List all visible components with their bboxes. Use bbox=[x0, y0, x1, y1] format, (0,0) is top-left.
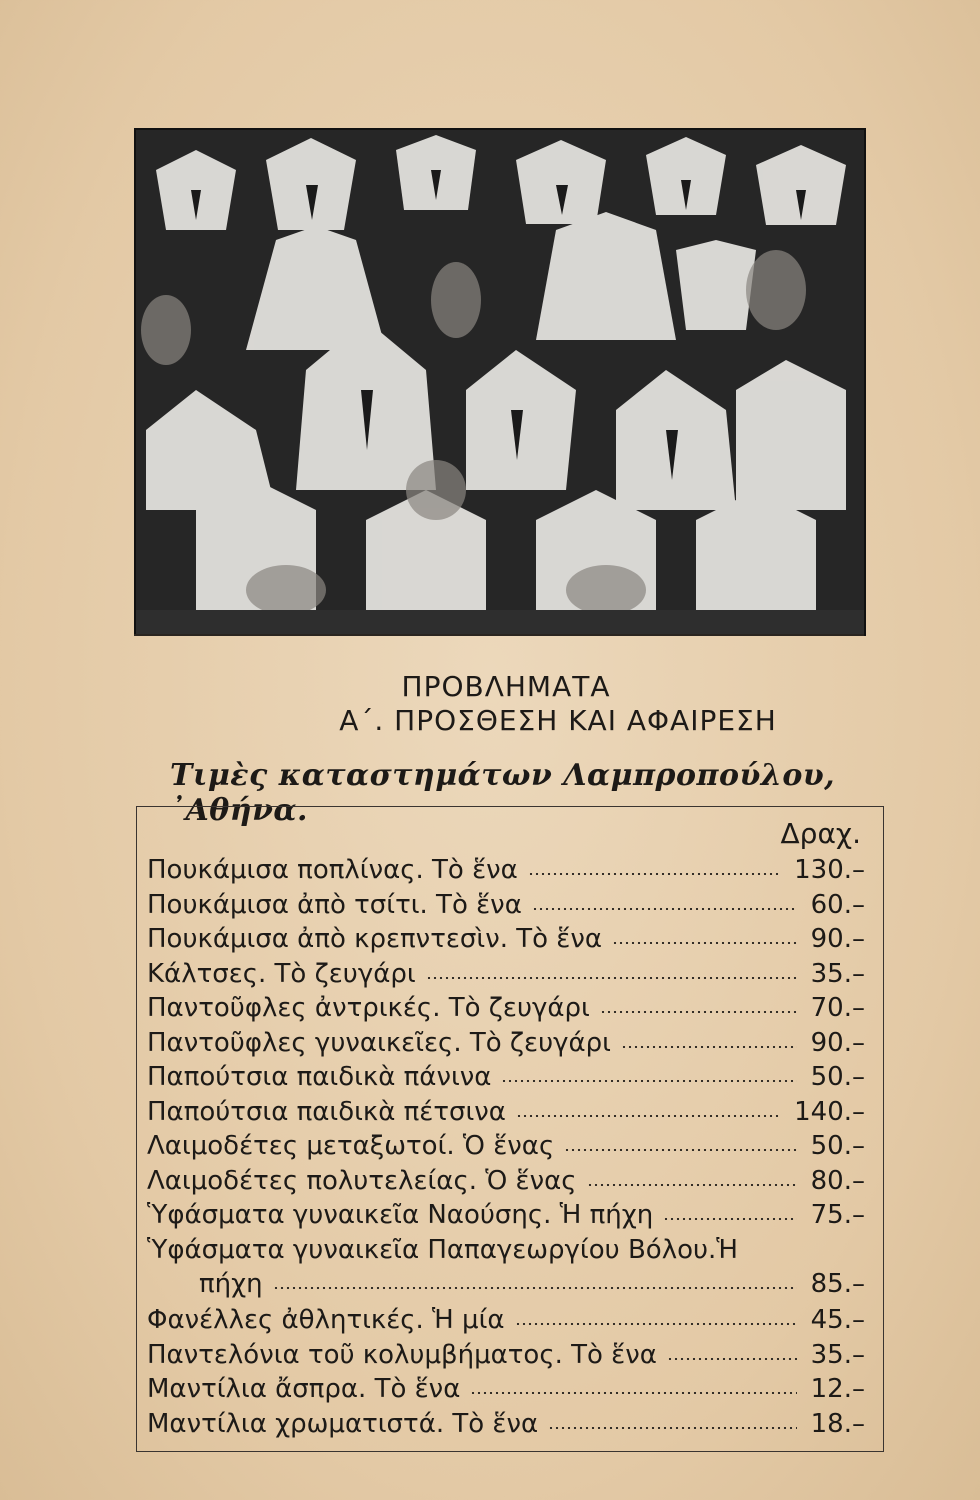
shop-window-photo bbox=[134, 128, 866, 636]
item-label: πήχη bbox=[199, 1269, 263, 1299]
item-label: Φανέλλες ἀθλητικές. Ἡ μία bbox=[147, 1305, 505, 1335]
dot-leader bbox=[548, 1427, 797, 1429]
item-price: 50.– bbox=[810, 1131, 865, 1161]
item-price: 90.– bbox=[810, 924, 865, 954]
section-heading: ΠΡΟΒΛΗΜΑΤΑ bbox=[401, 670, 611, 703]
price-row bbox=[147, 1095, 873, 1130]
item-price: 75.– bbox=[810, 1200, 865, 1230]
item-price: 130.– bbox=[794, 855, 865, 885]
item-label: Παντοῦφλες γυναικεῖες. Τὸ ζευγάρι bbox=[147, 1027, 611, 1058]
dot-leader bbox=[501, 1080, 796, 1082]
price-row bbox=[147, 922, 873, 957]
item-price: 35.– bbox=[810, 1339, 865, 1370]
item-label: Ὑφάσματα γυναικεῖα Παπαγεωργίου Βόλου.Ἡ bbox=[147, 1234, 739, 1265]
price-row bbox=[147, 1372, 873, 1407]
price-row bbox=[147, 1164, 873, 1199]
dot-leader bbox=[621, 1046, 797, 1048]
price-row bbox=[147, 991, 873, 1026]
dot-leader bbox=[663, 1218, 796, 1220]
price-row bbox=[147, 1026, 873, 1061]
price-row bbox=[147, 853, 873, 888]
item-label: Πουκάμισα ἀπὸ κρεπντεσὶν. Τὸ ἕνα bbox=[147, 924, 603, 954]
dot-leader bbox=[528, 873, 780, 875]
dot-leader bbox=[426, 977, 797, 979]
item-price: 80.– bbox=[810, 1165, 865, 1196]
item-label: Πουκάμισα ποπλίνας. Τὸ ἕνα bbox=[147, 855, 518, 885]
price-row bbox=[147, 1129, 873, 1164]
section-subheading: Α΄. ΠΡΟΣΘΕΣΗ ΚΑΙ ΑΦΑΙΡΕΣΗ bbox=[339, 704, 777, 737]
item-price: 60.– bbox=[810, 889, 865, 920]
item-label: Παντελόνια τοῦ κολυμβήματος. Τὸ ἕνα bbox=[147, 1339, 657, 1370]
item-price: 35.– bbox=[810, 958, 865, 989]
dot-leader bbox=[587, 1184, 797, 1186]
item-price: 70.– bbox=[810, 993, 865, 1023]
price-list-box bbox=[136, 806, 884, 1452]
item-label: Μαντίλια χρωματιστά. Τὸ ἕνα bbox=[147, 1408, 539, 1439]
dot-leader bbox=[612, 942, 797, 944]
price-row bbox=[147, 888, 873, 923]
item-label: Ὑφάσματα γυναικεῖα Ναούσης. Ἡ πήχη bbox=[147, 1200, 654, 1230]
photo-rule bbox=[134, 634, 864, 636]
item-price: 45.– bbox=[810, 1305, 865, 1335]
price-list bbox=[147, 853, 873, 1441]
price-row bbox=[147, 1267, 873, 1303]
dot-leader bbox=[515, 1323, 797, 1325]
price-source-subtitle: Τιμὲς καταστημάτων Λαμπροπούλου, ᾿Αθήνα. bbox=[170, 758, 836, 828]
dot-leader bbox=[667, 1358, 797, 1360]
price-row bbox=[147, 1198, 873, 1233]
dot-leader bbox=[532, 908, 797, 910]
dot-leader bbox=[516, 1115, 780, 1117]
item-label: Πουκάμισα ἀπὸ τσίτι. Τὸ ἕνα bbox=[147, 889, 522, 920]
item-price: 90.– bbox=[810, 1027, 865, 1058]
dot-leader bbox=[273, 1287, 797, 1289]
item-label: Παντοῦφλες ἀντρικές. Τὸ ζευγάρι bbox=[147, 993, 590, 1023]
price-row bbox=[147, 957, 873, 992]
shirts-and-ties-display-image bbox=[136, 130, 864, 634]
dot-leader bbox=[564, 1149, 796, 1151]
item-label: Μαντίλια ἄσπρα. Τὸ ἕνα bbox=[147, 1374, 461, 1404]
price-row bbox=[147, 1060, 873, 1095]
price-row bbox=[147, 1338, 873, 1373]
dot-leader bbox=[470, 1392, 796, 1394]
price-row bbox=[147, 1303, 873, 1338]
price-row bbox=[147, 1407, 873, 1442]
price-row bbox=[147, 1233, 873, 1268]
item-price: 140.– bbox=[794, 1096, 865, 1127]
item-label: Λαιμοδέτες πολυτελείας. Ὁ ἕνας bbox=[147, 1165, 577, 1196]
item-label: Λαιμοδέτες μεταξωτοί. Ὁ ἕνας bbox=[147, 1131, 555, 1161]
item-price: 12.– bbox=[810, 1374, 865, 1404]
item-label: Παπούτσια παιδικὰ πέτσινα bbox=[147, 1096, 506, 1127]
dot-leader bbox=[600, 1011, 797, 1013]
item-price: 18.– bbox=[810, 1408, 865, 1439]
item-price: 50.– bbox=[810, 1062, 865, 1092]
item-label: Παπούτσια παιδικὰ πάνινα bbox=[147, 1062, 492, 1092]
item-label: Κάλτσες. Τὸ ζευγάρι bbox=[147, 958, 416, 989]
currency-header: Δραχ. bbox=[780, 817, 861, 850]
item-price: 85.– bbox=[810, 1269, 865, 1299]
